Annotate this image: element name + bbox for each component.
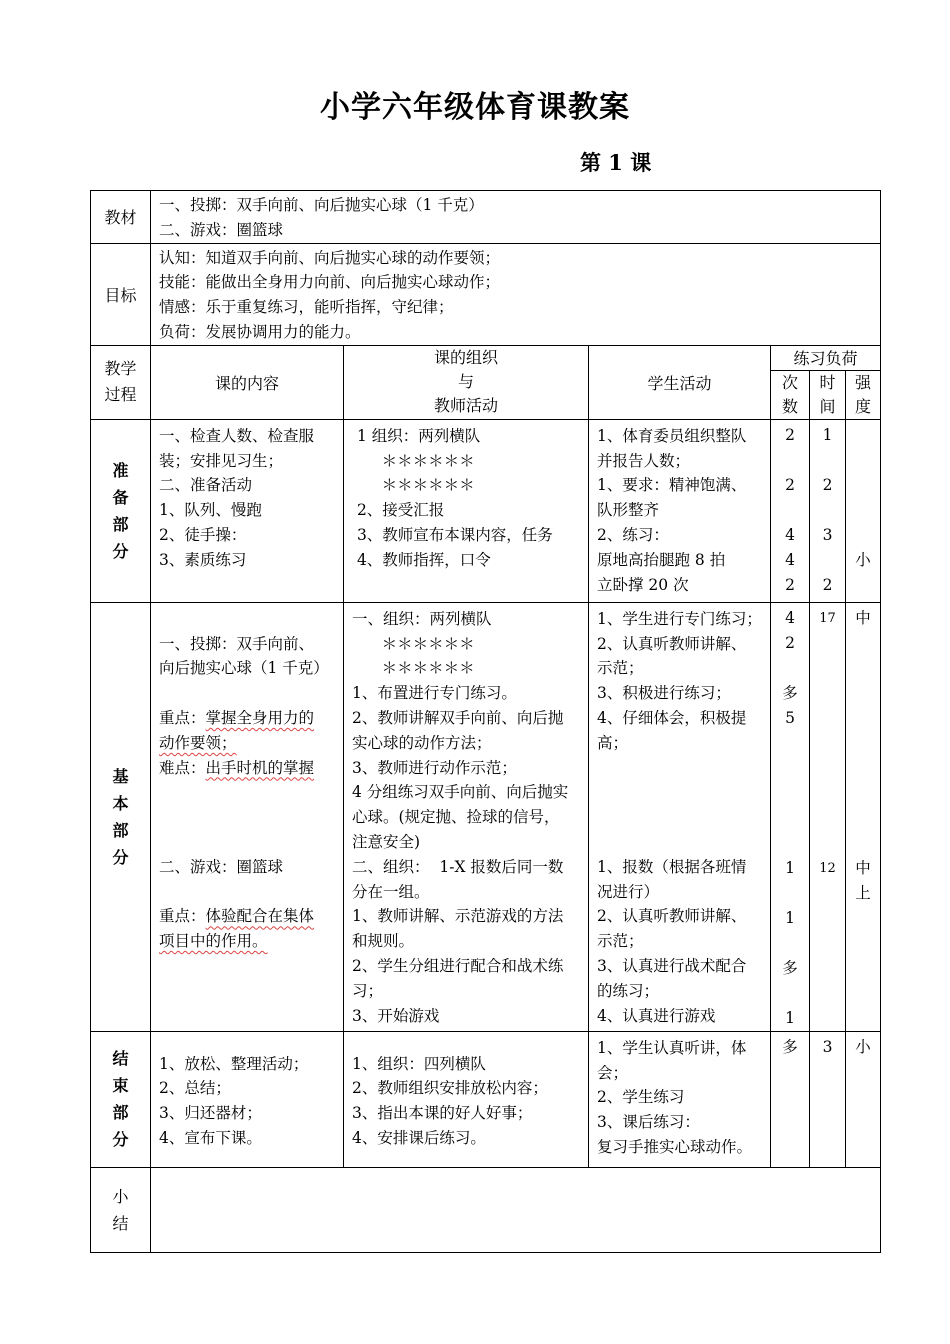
prep-times [771,419,810,602]
basic-times-value [771,931,809,956]
end-student-line: 3、课后练习： [597,1113,700,1132]
basic-org-line: 1、教师讲解、示范游戏的方法 [352,907,564,926]
prep-intensity-value [846,498,880,523]
basic-org-line: 2、教师讲解双手向前、向后抛 [352,708,564,727]
basic-org-line: ＊＊＊＊＊＊ [352,659,475,678]
basic-intensity-value [846,756,880,781]
prep-org-line: ＊＊＊＊＊＊ [352,451,475,470]
difficulty-label: 难点： [159,758,206,777]
basic-student-line: 4、仔细体会，积极提 [597,708,747,727]
basic-student-line: 4、认真进行游戏 [597,1006,716,1025]
summary-label: 小 结 [91,1167,151,1252]
header-organization [344,345,589,419]
basic-org-line: 3、教师进行动作示范； [352,758,517,777]
basic-content-line: 向后抛实心球（1 千克） [159,659,329,678]
header-org-line: 教师活动 [433,396,498,416]
basic-intensity-value [846,806,880,831]
basic-org-line: 习； [352,981,384,1000]
prep-student-line: 2、练习： [597,525,669,544]
material-line: 一、投掷：双手向前、向后抛实心球（1 千克） [159,196,484,214]
goal-row [91,243,881,345]
prep-intensity [846,419,881,602]
basic-student-line: 示范； [597,932,644,951]
key-point [159,706,337,731]
basic-times-value: 1 [785,1008,795,1027]
end-student-line: 2、学生练习 [597,1088,685,1107]
end-student [589,1031,771,1167]
header-student: 学生活动 [589,345,771,419]
end-times [771,1031,810,1167]
key-label: 重点： [159,708,206,727]
prep-content-line: 2、徒手操： [159,525,247,544]
header-load: 练习负荷 [771,345,881,370]
basic-intensity-value [846,706,880,731]
basic-times-value: 2 [785,633,795,652]
basic-duration [810,602,846,1031]
basic-duration-value [810,806,845,831]
goal-label: 目标 [91,243,151,345]
prep-student [589,419,771,602]
prep-organization [344,419,589,602]
end-org-line: 2、教师组织安排放松内容； [352,1079,548,1098]
material-line: 二、游戏：圈篮球 [159,220,284,239]
basic-student-line: 3、积极进行练习； [597,684,731,703]
header-process: 教学 过程 [91,345,151,419]
basic-duration-value [810,781,845,806]
basic-duration-value [810,631,845,656]
end-student-line: 复习手推实心球动作。 [597,1137,753,1156]
basic-intensity-value: 中 [855,858,871,877]
summary-content[interactable] [151,1167,881,1252]
basic-times-value [771,756,809,781]
prep-content-line: 3、素质练习 [159,550,247,569]
basic-org-line: 分在一组。 [352,882,430,901]
header-times: 次 数 [771,370,810,419]
end-duration [810,1031,846,1167]
prep-duration-value [810,548,845,573]
basic-intensity-value: 中 [855,608,871,627]
key-point-cont [159,731,337,756]
basic-times-value [771,881,809,906]
basic-student-line: 1、学生进行专门练习； [597,609,762,628]
basic-times-value: 1 [785,858,795,877]
basic-duration-value [810,756,845,781]
goal-line: 情感：乐于重复练习，能听指挥，守纪律； [159,298,454,317]
basic-times-value [771,731,809,756]
basic-intensity-value [846,781,880,806]
prep-org-line: 4、教师指挥，口令 [352,550,491,569]
prep-org-line: 1 组织：两列横队 [352,426,481,445]
prep-times-value: 2 [785,475,795,494]
key-point-2 [159,904,337,929]
prep-org-line: ＊＊＊＊＊＊ [352,476,475,495]
prep-org-line: 3、教师宣布本课内容，任务 [352,525,553,544]
basic-intensity-value [846,831,880,856]
basic-times-value [771,831,809,856]
end-content [151,1031,344,1167]
basic-times-value: 5 [785,708,795,727]
basic-student-line: 3、认真进行战术配合 [597,956,747,975]
basic-times-value [771,806,809,831]
basic-duration-value [810,731,845,756]
basic-student-line: 况进行） [597,882,660,901]
basic-duration-value [810,956,845,981]
end-content-line: 3、归还器材； [159,1104,262,1123]
basic-intensity-value [846,981,880,1006]
basic-intensity-value [846,931,880,956]
prep-student-line: 1、体育委员组织整队 [597,426,747,445]
basic-times-value [771,781,809,806]
basic-org-line: 1、布置进行专门练习。 [352,684,517,703]
key-label: 重点： [159,907,206,926]
basic-org-line: ＊＊＊＊＊＊ [352,634,475,653]
basic-org-line: 心球。(规定抛、捡球的信号， [352,808,560,827]
prep-duration [810,419,846,602]
prep-student-line: 并报告人数； [597,451,691,470]
header-duration: 时 间 [810,370,846,419]
end-student-line: 会； [597,1063,629,1082]
prep-content [151,419,344,602]
basic-org-line: 和规则。 [352,932,415,951]
prep-content-line: 一、检查人数、检查服 [159,426,315,445]
basic-intensity [846,602,881,1031]
summary-row [91,1167,881,1252]
end-label: 结 束 部 分 [91,1031,151,1167]
header-org-line: 课的组织 [433,348,498,368]
goal-line: 认知：知道双手向前、向后抛实心球的动作要领； [159,248,501,267]
prep-intensity-value [846,523,880,548]
prep-duration-value: 2 [822,475,833,494]
prep-times-value: 2 [785,425,795,444]
basic-student-line: 高； [597,733,629,752]
basic-student-line: 2、认真听教师讲解、 [597,634,747,653]
difficulty-text: 出手时机的掌握 [205,758,315,777]
basic-duration-value [810,656,845,681]
goal-line: 负荷：发展协调用力的能力。 [159,322,361,341]
prep-duration-value: 2 [822,575,833,594]
material-content [151,191,881,244]
goal-content [151,243,881,345]
key-text: 项目中的作用。 [159,932,268,951]
lesson-number: 第 1 课 [580,150,652,175]
end-row [91,1031,881,1167]
prep-times-value: 4 [785,550,795,569]
basic-duration-value [810,681,845,706]
prep-label: 准 备 部 分 [91,419,151,602]
basic-duration-value [810,906,845,931]
basic-intensity-value [846,906,880,931]
basic-intensity-value [846,1006,880,1031]
end-student-line: 1、学生认真听讲，体 [597,1038,747,1057]
basic-org-line: 3、开始游戏 [352,1006,440,1025]
header-content: 课的内容 [151,345,344,419]
basic-duration-value [810,881,845,906]
basic-intensity-value [846,681,880,706]
basic-duration-value [810,1006,845,1031]
end-content-line: 4、宣布下课。 [159,1129,262,1148]
key-text: 动作要领； [159,733,237,752]
basic-student-line: 的练习； [597,981,660,1000]
prep-duration-value: 1 [822,425,833,444]
basic-content-line: 一、投掷：双手向前、 [159,634,315,653]
basic-intensity-value [846,631,880,656]
material-label: 教材 [91,191,151,244]
basic-org-line: 注意安全) [352,832,421,851]
end-org-line: 3、指出本课的好人好事； [352,1104,533,1123]
lesson-plan-table [90,190,881,1253]
prep-times-value [771,448,809,473]
basic-times-value: 多 [782,683,798,702]
end-times-value: 多 [782,1037,798,1056]
end-organization [344,1031,589,1167]
prep-content-line: 1、队列、慢跑 [159,501,262,520]
basic-times-value [771,981,809,1006]
prep-times-value: 4 [785,525,795,544]
prep-times-value [771,498,809,523]
basic-times-value: 多 [782,958,798,977]
prep-student-line: 原地高抬腿跑 8 拍 [597,550,726,569]
prep-intensity-value: 小 [855,550,871,569]
end-intensity [846,1031,881,1167]
basic-student [589,602,771,1031]
prep-content-line: 装；安排见习生； [159,451,284,470]
basic-times [771,602,810,1031]
basic-times-value: 1 [785,908,795,927]
basic-duration-value [810,831,845,856]
basic-student-line: 1、报数（根据各班情 [597,857,747,876]
basic-duration-value [810,981,845,1006]
prep-intensity-value [846,448,880,473]
prep-student-line: 队形整齐 [597,501,660,520]
key-text: 掌握全身用力的 [205,708,315,727]
basic-intensity-value [846,956,880,981]
prep-intensity-value [846,473,880,498]
basic-content [151,602,344,1031]
basic-intensity-value [846,731,880,756]
prep-times-value: 2 [785,575,795,594]
basic-org-line: 实心球的动作方法； [352,733,492,752]
page-title: 小学六年级体育课教案 [320,90,630,125]
basic-times-value: 4 [785,608,795,627]
prep-org-line: 2、接受汇报 [352,501,445,520]
basic-row [91,602,881,1031]
end-content-line: 1、放松、整理活动； [159,1054,309,1073]
header-org-line: 与 [457,372,474,392]
goal-line: 技能：能做出全身用力向前、向后抛实心球动作； [159,273,501,292]
basic-organization [344,602,589,1031]
end-intensity-value: 小 [855,1037,871,1056]
basic-student-line: 2、认真听教师讲解、 [597,907,747,926]
material-row [91,191,881,244]
prep-intensity-value [846,423,880,448]
basic-content-line: 二、游戏：圈篮球 [159,857,284,876]
basic-times-value [771,656,809,681]
basic-duration-value: 17 [819,610,836,626]
basic-student-line: 示范； [597,659,644,678]
prep-duration-value [810,448,845,473]
header-row [91,345,881,370]
prep-row [91,419,881,602]
end-org-line: 4、安排课后练习。 [352,1129,486,1148]
key-point-2-cont [159,929,337,954]
basic-intensity-value [846,656,880,681]
basic-label: 基 本 部 分 [91,602,151,1031]
prep-student-line: 1、要求：精神饱满、 [597,476,747,495]
basic-duration-value [810,931,845,956]
basic-org-line: 4 分组练习双手向前、向后抛实 [352,783,569,802]
key-text: 体验配合在集体 [205,907,315,926]
prep-content-line: 二、准备活动 [159,476,253,495]
prep-duration-value: 3 [822,525,833,544]
basic-org-line: 2、学生分组进行配合和战术练 [352,956,564,975]
difficulty-point [159,756,337,781]
basic-duration-value: 12 [819,860,836,876]
basic-duration-value [810,706,845,731]
prep-duration-value [810,498,845,523]
end-org-line: 1、组织：四列横队 [352,1054,486,1073]
basic-org-line: 二、组织： 1-X 报数后同一数 [352,857,564,876]
basic-intensity-value: 上 [855,883,871,902]
end-content-line: 2、总结； [159,1079,231,1098]
end-duration-value: 3 [822,1037,833,1056]
basic-org-line: 一、组织：两列横队 [352,609,492,628]
header-intensity: 强 度 [846,370,881,419]
prep-student-line: 立卧撑 20 次 [597,575,689,594]
prep-intensity-value [846,573,880,598]
